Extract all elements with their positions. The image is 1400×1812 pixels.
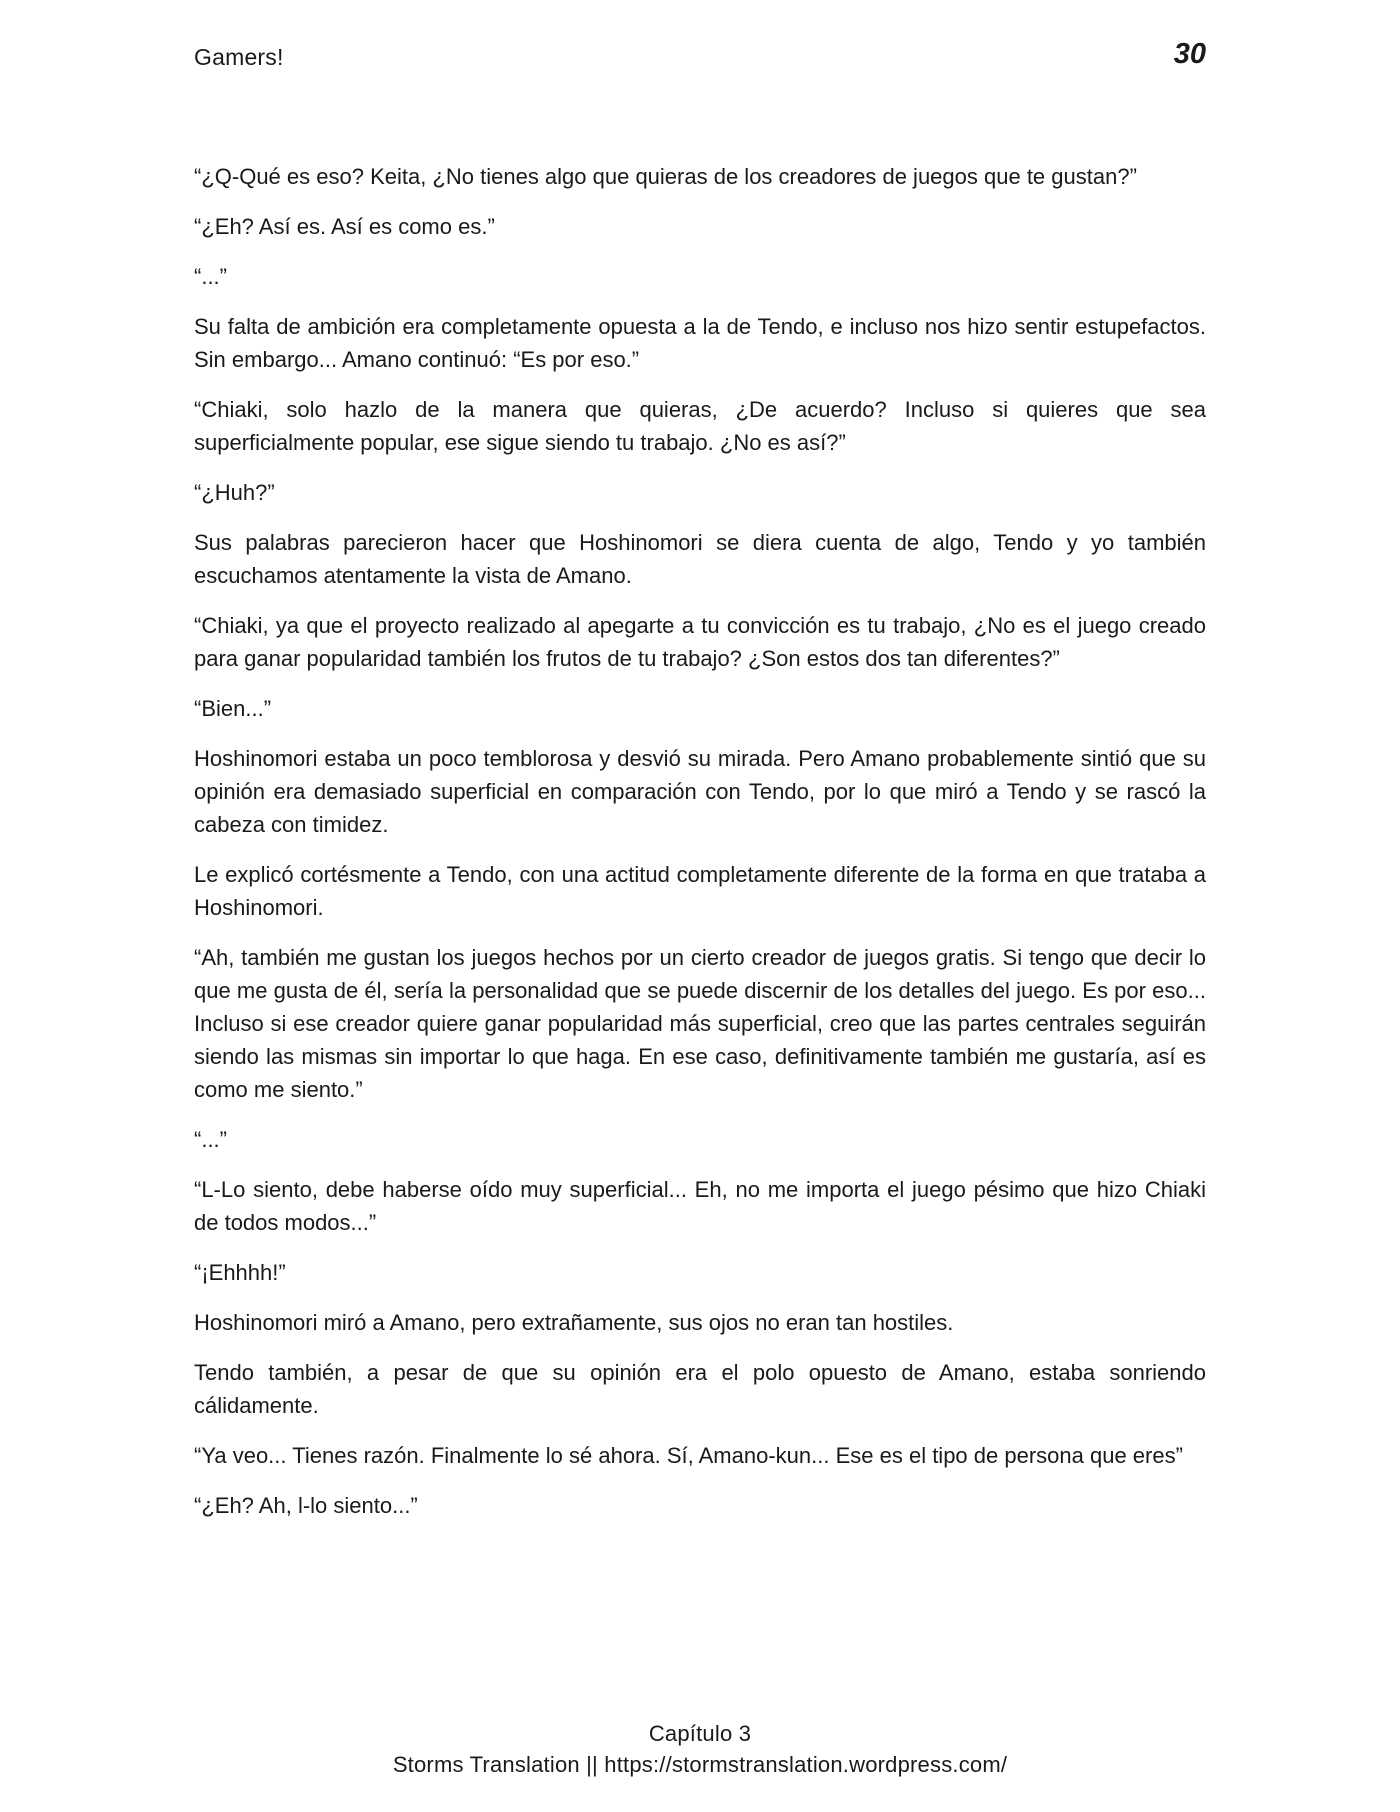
paragraph: “¿Eh? Así es. Así es como es.” <box>194 214 495 239</box>
paragraph: Sus palabras parecieron hacer que Hoshinomori se diera cuenta de algo, Tendo y yo también escuchamos atentamente la vista de Amano. <box>194 530 1206 588</box>
page-footer <box>0 1718 1400 1780</box>
paragraph: “Chiaki, solo hazlo de la manera que quieras, ¿De acuerdo? Incluso si quieres que sea superficialmente popular, ese sigue siendo tu trabajo. ¿No es así?” <box>194 397 1206 455</box>
chapter-label: Capítulo 3 <box>648 1721 752 1746</box>
paragraph: “¿Q-Qué es eso? Keita, ¿No tienes algo que quieras de los creadores de juegos que te gustan?” <box>194 164 1137 189</box>
paragraph: Hoshinomori estaba un poco temblorosa y desvió su mirada. Pero Amano probablemente sintió que su opinión era demasiado superficial en comparación con Tendo, por lo que miró a Tendo y se rascó la cabeza con timidez. <box>194 746 1206 837</box>
paragraph: “¿Huh?” <box>194 480 275 505</box>
paragraph: “Ya veo... Tienes razón. Finalmente lo sé ahora. Sí, Amano-kun... Ese es el tipo de persona que eres” <box>194 1443 1183 1468</box>
body-text <box>194 160 1206 1539</box>
page-header <box>194 38 1206 78</box>
translation-credit: Storms Translation || https://stormstranslation.wordpress.com/ <box>392 1752 1008 1777</box>
page-number: 30 <box>1173 38 1206 70</box>
book-title: Gamers! <box>194 44 284 70</box>
paragraph: Le explicó cortésmente a Tendo, con una actitud completamente diferente de la forma en que trataba a Hoshinomori. <box>194 862 1206 920</box>
paragraph: “¿Eh? Ah, l-lo siento...” <box>194 1493 418 1518</box>
paragraph: Hoshinomori miró a Amano, pero extrañamente, sus ojos no eran tan hostiles. <box>194 1310 954 1335</box>
paragraph: Su falta de ambición era completamente opuesta a la de Tendo, e incluso nos hizo sentir estupefactos. Sin embargo... Amano continuó: “Es por eso.” <box>194 314 1206 372</box>
paragraph: “L-Lo siento, debe haberse oído muy superficial... Eh, no me importa el juego pésimo que hizo Chiaki de todos modos...” <box>194 1177 1206 1235</box>
paragraph: “Chiaki, ya que el proyecto realizado al apegarte a tu convicción es tu trabajo, ¿No es el juego creado para ganar popularidad también los frutos de tu trabajo? ¿Son estos dos tan diferentes?” <box>194 613 1206 671</box>
paragraph: “Bien...” <box>194 696 272 721</box>
paragraph: “...” <box>194 264 227 289</box>
paragraph: “¡Ehhhh!” <box>194 1260 286 1285</box>
paragraph: “Ah, también me gustan los juegos hechos por un cierto creador de juegos gratis. Si tengo que decir lo que me gusta de él, sería la personalidad que se puede discernir de los detalles del juego. Es por eso... Incluso si ese creador quiere ganar popularidad más superficial, creo que las partes centrales seguirán siendo las mismas sin importar lo que haga. En ese caso, definitivamente también me gustaría, así es como me siento.” <box>194 945 1206 1102</box>
paragraph: “...” <box>194 1127 227 1152</box>
paragraph: Tendo también, a pesar de que su opinión era el polo opuesto de Amano, estaba sonriendo cálidamente. <box>194 1360 1206 1418</box>
